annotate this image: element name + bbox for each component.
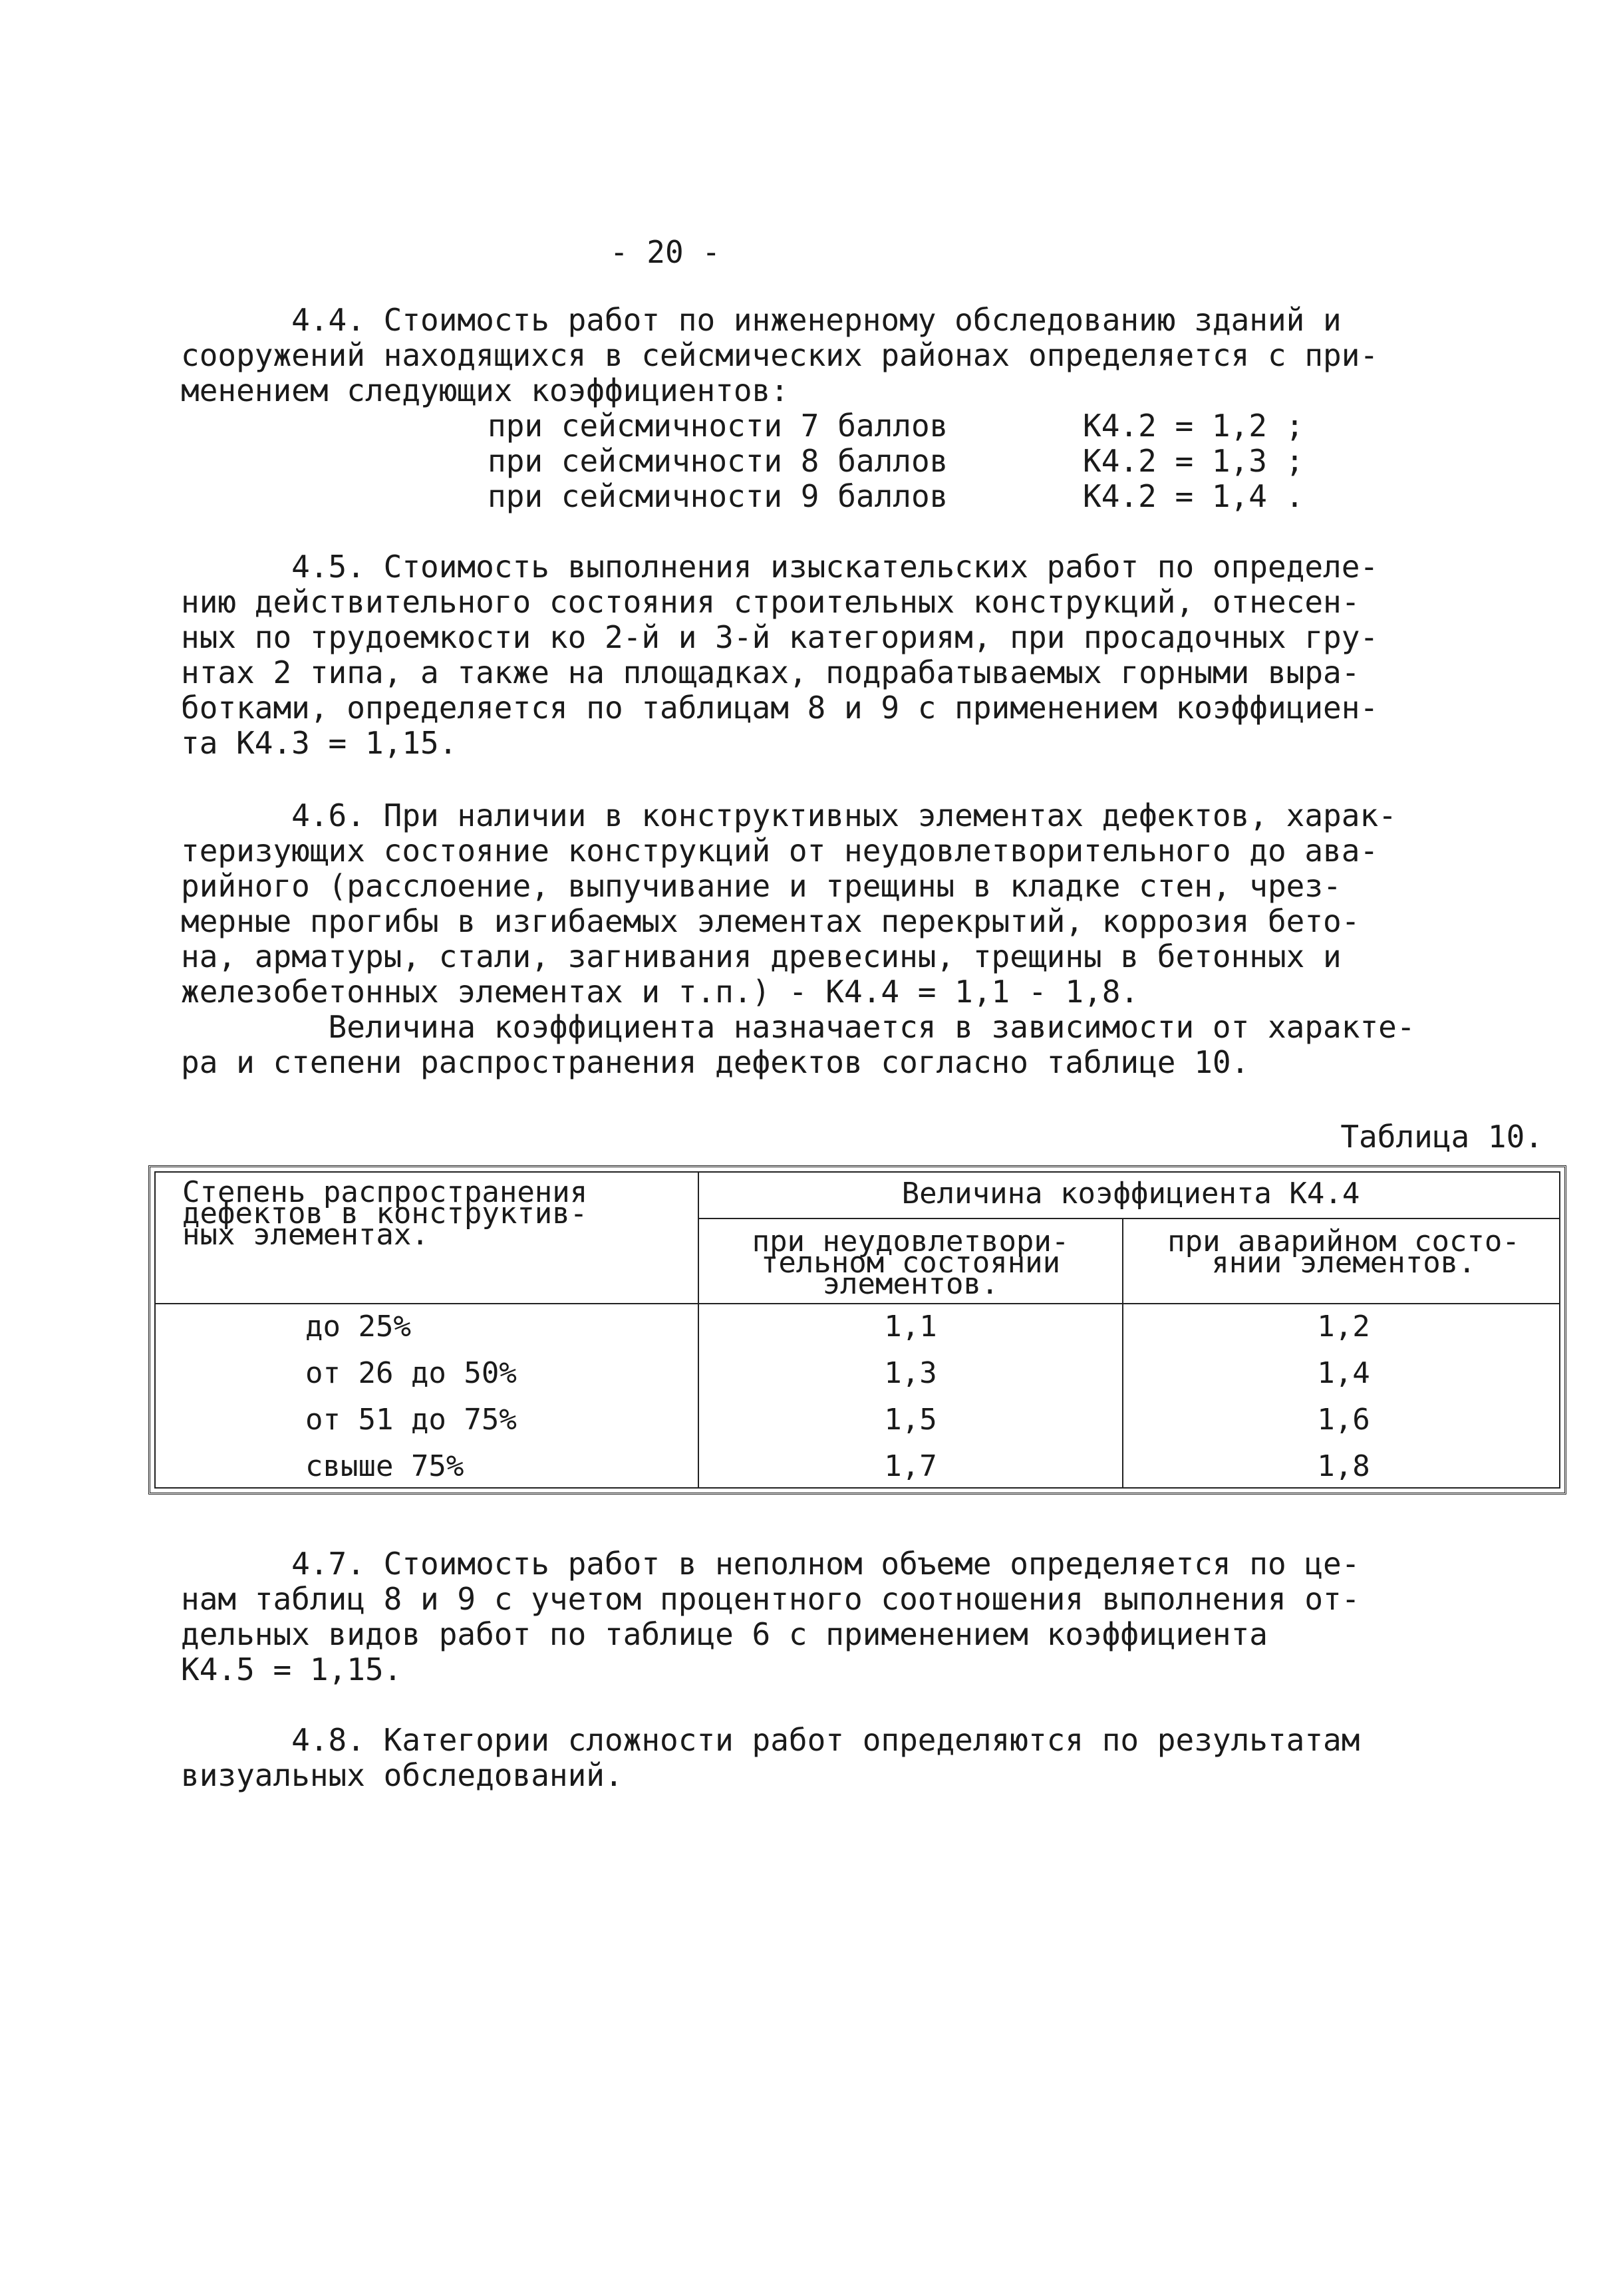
seismic-label: при сейсмичности 9 баллов	[488, 478, 948, 514]
table-grid	[154, 1171, 1560, 1489]
paragraph-line: железобетонных элементах и т.п.) - К4.4 = 1,1 - 1,8.	[181, 974, 1139, 1010]
row-degree: от 26 до 50%	[305, 1356, 517, 1390]
seismic-value: К4.2 = 1,2 ;	[1083, 408, 1304, 444]
header-degree: Степень распространения дефектов в конструктив- ных элементах.	[182, 1175, 588, 1252]
row-degree: свыше 75%	[305, 1449, 464, 1483]
row-emergency: 1,6	[1317, 1403, 1370, 1437]
paragraph-4-4	[181, 303, 1485, 408]
paragraph-line: визуальных обследований.	[181, 1757, 623, 1793]
seismic-label: при сейсмичности 7 баллов	[488, 408, 948, 444]
paragraph-line: менением следующих коэффициентов:	[181, 372, 789, 408]
paragraph-line: рийного (расслоение, выпучивание и трещины в кладке стен, чрез-	[181, 868, 1342, 904]
row-emergency: 1,2	[1317, 1310, 1370, 1344]
paragraph-line: 4.8. Категории сложности работ определяются по результатам	[181, 1722, 1360, 1758]
row-unsatisfactory: 1,7	[884, 1449, 937, 1483]
paragraph-line: 4.5. Стоимость выполнения изыскательских работ по определе-	[181, 549, 1379, 585]
paragraph-4-8	[181, 1723, 1485, 1793]
row-emergency: 1,4	[1317, 1356, 1370, 1390]
paragraph-line: та К4.3 = 1,15.	[181, 725, 458, 761]
page-number: - 20 -	[609, 234, 721, 270]
table-divider	[698, 1218, 1559, 1219]
paragraph-line: ботками, определяется по таблицам 8 и 9 с применением коэффициен-	[181, 690, 1379, 726]
header-unsatisfactory: при неудовлетвори- тельном состоянии элементов.	[752, 1224, 1070, 1301]
paragraph-4-7	[181, 1546, 1485, 1687]
paragraph-line: нию действительного состояния строительных конструкций, отнесен-	[181, 584, 1360, 620]
paragraph-line: дельных видов работ по таблице 6 с применением коэффициента	[181, 1616, 1268, 1652]
paragraph-line: Величина коэффициента назначается в зависимости от характе-	[181, 1009, 1415, 1045]
row-unsatisfactory: 1,3	[884, 1356, 937, 1390]
paragraph-line: нам таблиц 8 и 9 с учетом процентного соотношения выполнения от-	[181, 1581, 1360, 1617]
paragraph-line: К4.5 = 1,15.	[181, 1651, 402, 1687]
paragraph-line: 4.7. Стоимость работ в неполном объеме определяется по це-	[181, 1546, 1360, 1582]
seismic-value: К4.2 = 1,4 .	[1083, 478, 1304, 514]
seismic-label: при сейсмичности 8 баллов	[488, 443, 948, 479]
coefficient-table	[148, 1165, 1566, 1495]
paragraph-line: 4.4. Стоимость работ по инженерному обследованию зданий и	[181, 302, 1342, 338]
paragraph-line: на, арматуры, стали, загнивания древесины, трещины в бетонных и	[181, 938, 1342, 974]
header-emergency: при аварийном состо- янии элементов.	[1167, 1224, 1520, 1280]
paragraph-line: ра и степени распространения дефектов согласно таблице 10.	[181, 1044, 1250, 1080]
paragraph-4-6	[181, 798, 1485, 1080]
paragraph-line: сооружений находящихся в сейсмических районах определяется с при-	[181, 337, 1379, 373]
table-caption: Таблица 10.	[1340, 1119, 1543, 1155]
seismic-value: К4.2 = 1,3 ;	[1083, 443, 1304, 479]
header-group: Величина коэффициента К4.4	[901, 1177, 1360, 1211]
table-divider	[156, 1303, 1559, 1304]
row-unsatisfactory: 1,1	[884, 1310, 937, 1344]
row-degree: до 25%	[305, 1310, 411, 1344]
paragraph-line: 4.6. При наличии в конструктивных элементах дефектов, харак-	[181, 797, 1397, 833]
paragraph-line: мерные прогибы в изгибаемых элементах перекрытий, коррозия бето-	[181, 903, 1360, 939]
row-degree: от 51 до 75%	[305, 1403, 517, 1437]
paragraph-4-5	[181, 549, 1485, 761]
paragraph-line: ных по трудоемкости ко 2-й и 3-й категориям, при просадочных гру-	[181, 619, 1379, 655]
row-emergency: 1,8	[1317, 1449, 1370, 1483]
paragraph-line: нтах 2 типа, а также на площадках, подрабатываемых горными выра-	[181, 654, 1360, 690]
paragraph-line: теризующих состояние конструкций от неудовлетворительного до ава-	[181, 833, 1379, 869]
row-unsatisfactory: 1,5	[884, 1403, 937, 1437]
